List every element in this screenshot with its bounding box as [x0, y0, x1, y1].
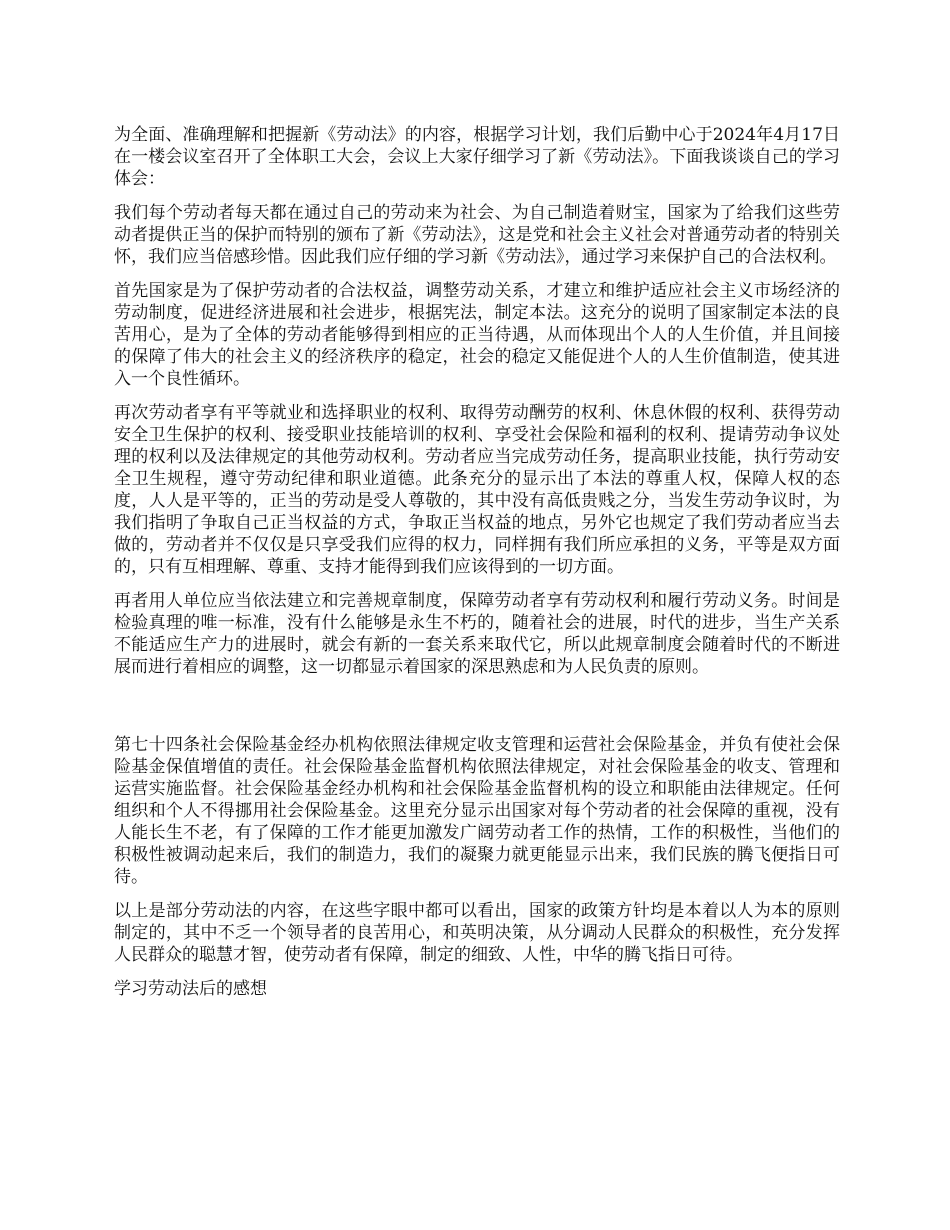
paragraph-conclusion: 以上是部分劳动法的内容，在这些字眼中都可以看出，国家的政策方针均是本着以人为本的原则制定的，其中不乏一个领导者的良苦用心，和英明决策，从分调动人民群众的积极性，充分发挥人民群众的聪慧才智，使劳动者有保障，制定的细致、人性，中华的腾飞指日可待。	[114, 901, 840, 965]
paragraph-labor-creates-wealth: 我们每个劳动者每天都在通过自己的劳动来为社会、为自己制造着财宝，国家为了给我们这些劳动者提供正当的保护而特别的颁布了新《劳动法》，这是党和社会主义社会对普通劳动者的特别关怀，我们应当倍感珍惜。因此我们应仔细的学习新《劳动法》，通过学习来保护自己的合法权利。	[114, 203, 840, 267]
document-body	[114, 124, 840, 1012]
paragraph-worker-rights: 再次劳动者享有平等就业和选择职业的权利、取得劳动酬劳的权利、休息休假的权利、获得劳动安全卫生保护的权利、接受职业技能培训的权利、享受社会保险和福利的权利、提请劳动争议处理的权利以及法律规定的其他劳动权利。劳动者应当完成劳动任务，提高职业技能，执行劳动安全卫生规程，遵守劳动纪律和职业道德。此条充分的显示出了本法的尊重人权，保障人权的态度，人人是平等的，正当的劳动是受人尊敬的，其中没有高低贵贱之分，当发生劳动争议时，为我们指明了争取自己正当权益的方式，争取正当权益的地点，另外它也规定了我们劳动者应当去做的，劳动者并不仅仅是只享受我们应得的权力，同样拥有我们所应承担的义务，平等是双方面的，只有互相理解、尊重、支持才能得到我们应该得到的一切方面。	[114, 403, 840, 577]
paragraph-intro: 为全面、准确理解和把握新《劳动法》的内容，根据学习计划，我们后勤中心于2024年4月17日在一楼会议室召开了全体职工大会，会议上大家仔细学习了新《劳动法》。下面我谈谈自己的学习体会：	[114, 125, 840, 189]
paragraph-article-74: 第七十四条社会保险基金经办机构依照法律规定收支管理和运营社会保险基金，并负有使社会保险基金保值增值的责任。社会保险基金监督机构依照法律规定，对社会保险基金的收支、管理和运营实施监督。社会保险基金经办机构和社会保险基金监督机构的设立和职能由法律规定。任何组织和个人不得挪用社会保险基金。这里充分显示出国家对每个劳动者的社会保障的重视，没有人能长生不老，有了保障的工作才能更加激发广阔劳动者工作的热情，工作的积极性，当他们的积极性被调动起来后，我们的制造力，我们的凝聚力就更能显示出来，我们民族的腾飞便指日可待。	[114, 735, 840, 887]
paragraph-next-title: 学习劳动法后的感想	[114, 979, 267, 999]
paragraph-purpose-of-law: 首先国家是为了保护劳动者的合法权益，调整劳动关系，才建立和维护适应社会主义市场经济的劳动制度，促进经济进展和社会进步，根据宪法，制定本法。这充分的说明了国家制定本法的良苦用心，是为了全体的劳动者能够得到相应的正当待遇，从而体现出个人的人生价值，并且间接的保障了伟大的社会主义的经济秩序的稳定，社会的稳定又能促进个人的人生价值制造，使其进入一个良性循环。	[114, 281, 840, 389]
paragraph-employer-rules: 再者用人单位应当依法建立和完善规章制度，保障劳动者享有劳动权利和履行劳动义务。时间是检验真理的唯一标准，没有什么能够是永生不朽的，随着社会的进展，时代的进步，当生产关系不能适应生产力的进展时，就会有新的一套关系来取代它，所以此规章制度会随着时代的不断进展而进行着相应的调整，这一切都显示着国家的深思熟虑和为人民负责的原则。	[114, 591, 840, 677]
